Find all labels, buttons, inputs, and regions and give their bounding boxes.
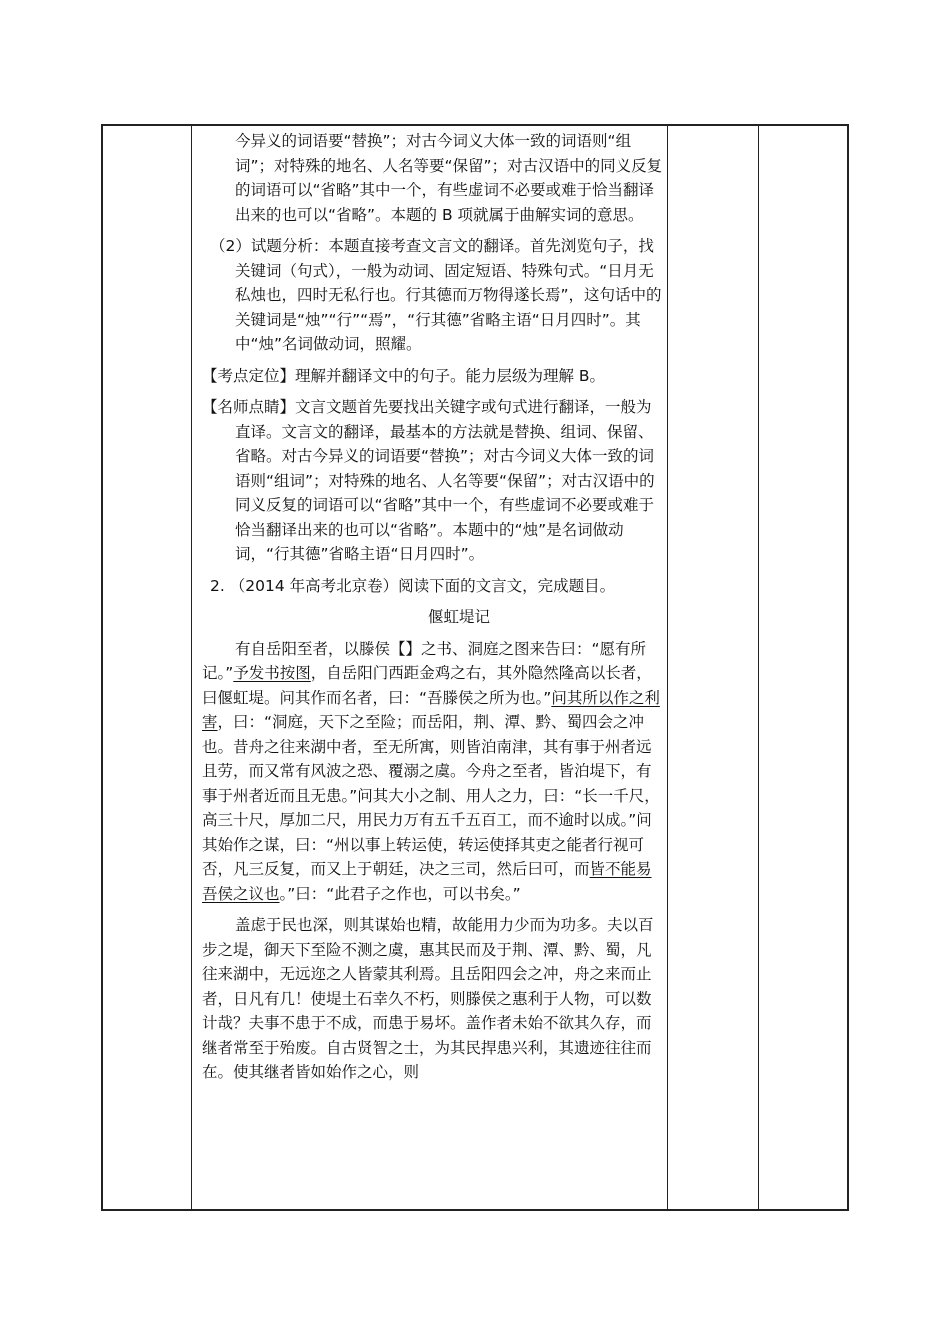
- analysis-item-2: [202, 234, 666, 357]
- item-text: 试题分析：本题直接考查文言文的翻译。首先浏览句子，找关键词（句式），一般为动词、固定短语、特殊句式。“日月无私烛也，四时无私行也。行其德而万物得遂长焉”，这句话中的关键词是“烛”“行”“焉”，“行其德”省略主语“日月四时”。其中“烛”名词做动词，照耀。: [235, 237, 662, 353]
- text-run: 。”曰：“此君子之作也，可以书矣。”: [279, 884, 521, 903]
- question-number: 2.: [210, 576, 225, 595]
- text-run: ，曰：“洞庭，天下之至险；而岳阳，荆、潭、黔、蜀四会之冲也。昔舟之往来湖中者，至无所寓，则皆泊南津，其有事于州者远且劳，而又常有风波之恐、覆溺之虞。今舟之至者，皆泊堤下，有事于州者近而且无患。”问其大小之制、用人之力，曰：“长一千尺，高三十尺，厚加二尺，用民力万有五千五百工，而不逾时以成。”问其始作之谋，曰：“州以事上转运使，转运使择其吏之能者行视可否，凡三反复，而又上于朝廷，决之三司，然后曰可，而: [202, 713, 660, 878]
- underlined-sentence-1: 予发书按图: [233, 664, 311, 682]
- analysis-continuation: 今异义的词语要“替换”；对古今词义大体一致的词语则“组词”；对特殊的地名、人名等要“保留”；对古汉语中的同义反复的词语可以“省略”其中一个，有些虚词不必要或难于恰当翻译出来的也可以“省略”。本题的 B 项就属于曲解实词的意思。: [235, 132, 663, 224]
- question-text: （2014 年高考北京卷）阅读下面的文言文，完成题目。: [229, 576, 616, 595]
- underlined-sentence-3: 皆不能易吾侯之议也: [202, 860, 652, 903]
- content-cell: [202, 129, 666, 1085]
- mingshi-note: 【名师点睛】文言文题首先要找出关键字或句式进行翻译，一般为直译。文言文的翻译，最基本的方法就是替换、组词、保留、省略。对古今异义的词语要“替换”；对古今词义大体一致的词语则“组词”；对特殊的地名、人名等要“保留”；对古汉语中的同义反复的词语可以“省略”其中一个，有些虚词不必要或难于恰当翻译出来的也可以“省略”。本题中的“烛”是名词做动词，“行其德”省略主语“日月四时”。: [202, 398, 655, 563]
- item-number: （2）: [210, 237, 251, 255]
- column-divider-1: [191, 126, 192, 1209]
- question-2: [202, 574, 666, 599]
- underlined-sentence-2: 问其所以作之利害: [202, 688, 660, 731]
- passage-paragraph-1: [202, 637, 666, 907]
- column-divider-2: [667, 126, 668, 1209]
- passage-title: 偃虹堤记: [427, 608, 490, 626]
- passage-paragraph-2: 盖虑于民也深，则其谋始也精，故能用力少而为功多。夫以百步之堤，御天下至险不测之虞，惠其民而及于荆、潭、黔、蜀，凡往来湖中，无远迩之人皆蒙其利焉。且岳阳四会之冲，舟之来而止者，日凡有几！使堤土石幸久不朽，则滕侯之惠利于人物，可以数计哉？夫事不患于不成，而患于易坏。盖作者未始不欲其久存，而继者常至于殆废。自古贤智之士，为其民捍患兴利，其遗迹往往而在。使其继者皆如始作之心，则: [202, 916, 654, 1081]
- text-run: 有自岳阳至者，以滕侯【】之书、洞庭之图来告曰：“愿有所记。”: [202, 639, 647, 682]
- kaodian-note: 【考点定位】理解并翻译文中的句子。能力层级为理解 B。: [202, 366, 606, 385]
- text-run: ，自岳阳门西距金鸡之右，其外隐然隆高以长者，曰偃虹堤。问其作而名者，曰：“吾滕侯之所为也。”: [202, 664, 652, 707]
- column-divider-3: [758, 126, 759, 1209]
- document-table: [101, 124, 849, 1211]
